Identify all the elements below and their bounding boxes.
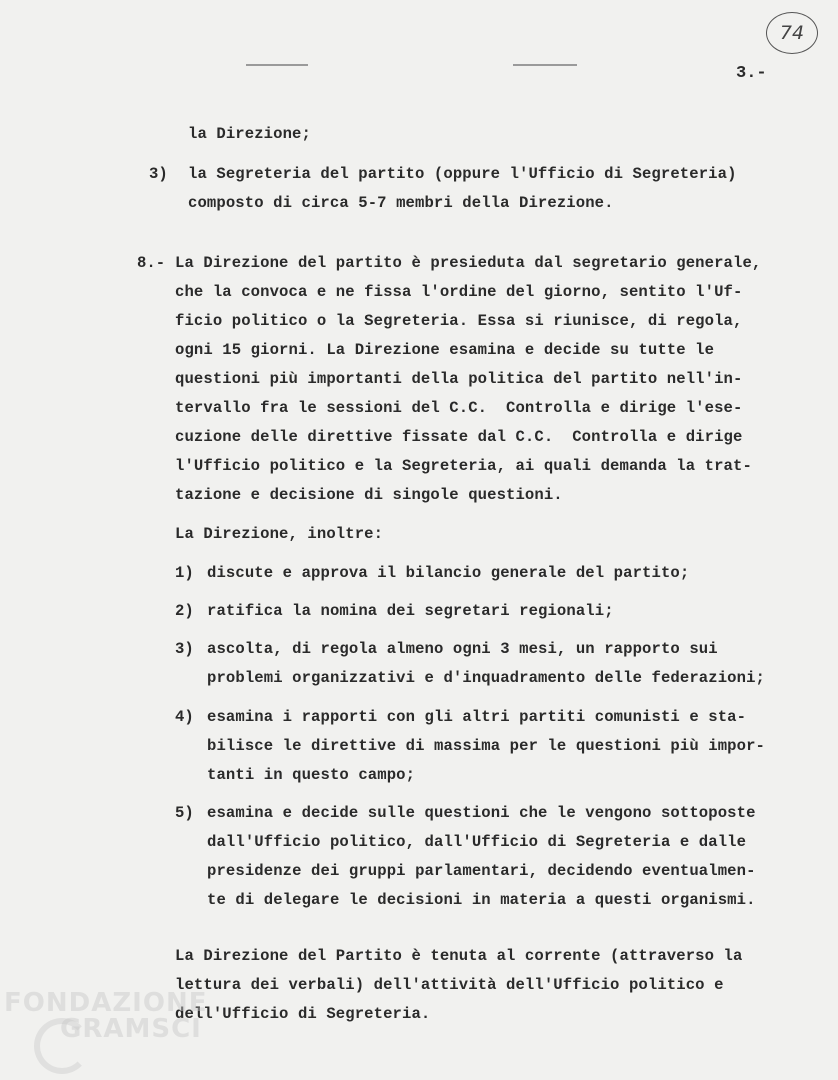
list-item-text: problemi organizzativi e d'inquadramento delle federazioni; xyxy=(207,669,766,687)
list-item-number: 2) xyxy=(175,602,194,620)
list-item-text: bilisce le direttive di massima per le questioni più impor- xyxy=(207,737,766,755)
text-line: che la convoca e ne fissa l'ordine del giorno, sentito l'Uf- xyxy=(175,283,743,301)
header-rule-left xyxy=(246,64,308,66)
archive-stamp: 74 xyxy=(766,12,818,54)
text-line: questioni più importanti della politica del partito nell'in- xyxy=(175,370,743,388)
text-line: cuzione delle direttive fissate dal C.C. Controlla e dirige xyxy=(175,428,743,446)
section-number: 8.- xyxy=(137,254,166,272)
list-item-text: discute e approva il bilancio generale del partito; xyxy=(207,564,690,582)
list-item-number: 1) xyxy=(175,564,194,582)
list-item-number: 3) xyxy=(175,640,194,658)
list-item-text: dall'Ufficio politico, dall'Ufficio di Segreteria e dalle xyxy=(207,833,747,851)
item-number: 3) xyxy=(149,165,168,183)
text-line: composto di circa 5-7 membri della Direzione. xyxy=(188,194,614,212)
list-item-text: tanti in questo campo; xyxy=(207,766,416,784)
page-number: 3.- xyxy=(736,64,767,83)
text-line: tervallo fra le sessioni del C.C. Controlla e dirige l'ese- xyxy=(175,399,743,417)
subheading: La Direzione, inoltre: xyxy=(175,525,384,543)
watermark xyxy=(4,990,207,1042)
list-item-text: presidenze dei gruppi parlamentari, decidendo eventualmen- xyxy=(207,862,756,880)
text-line: ficio politico o la Segreteria. Essa si riunisce, di regola, xyxy=(175,312,743,330)
text-line: ogni 15 giorni. La Direzione esamina e decide su tutte le xyxy=(175,341,715,359)
text-line: la Segreteria del partito (oppure l'Ufficio di Segreteria) xyxy=(188,165,737,183)
list-item-text: esamina e decide sulle questioni che le vengono sottoposte xyxy=(207,804,756,822)
list-item-text: esamina i rapporti con gli altri partiti comunisti e sta- xyxy=(207,708,747,726)
closing-line: dell'Ufficio di Segreteria. xyxy=(175,1005,431,1023)
header-rule-right xyxy=(513,64,577,66)
list-item-number: 5) xyxy=(175,804,194,822)
watermark-line: GRAMSCI xyxy=(60,1014,202,1044)
text-line: tazione e decisione di singole questioni. xyxy=(175,486,563,504)
list-item-number: 4) xyxy=(175,708,194,726)
list-item-text: ascolta, di regola almeno ogni 3 mesi, un rapporto sui xyxy=(207,640,718,658)
closing-line: La Direzione del Partito è tenuta al corrente (attraverso la xyxy=(175,947,743,965)
text-line: l'Ufficio politico e la Segreteria, ai quali demanda la trat- xyxy=(175,457,752,475)
watermark-line: FONDAZIONE xyxy=(4,988,208,1018)
continuation-line: la Direzione; xyxy=(188,125,311,143)
closing-line: lettura dei verbali) dell'attività dell'Ufficio politico e xyxy=(175,976,724,994)
list-item-text: ratifica la nomina dei segretari regionali; xyxy=(207,602,614,620)
text-line: La Direzione del partito è presieduta dal segretario generale, xyxy=(175,254,762,272)
list-item-text: te di delegare le decisioni in materia a questi organismi. xyxy=(207,891,756,909)
